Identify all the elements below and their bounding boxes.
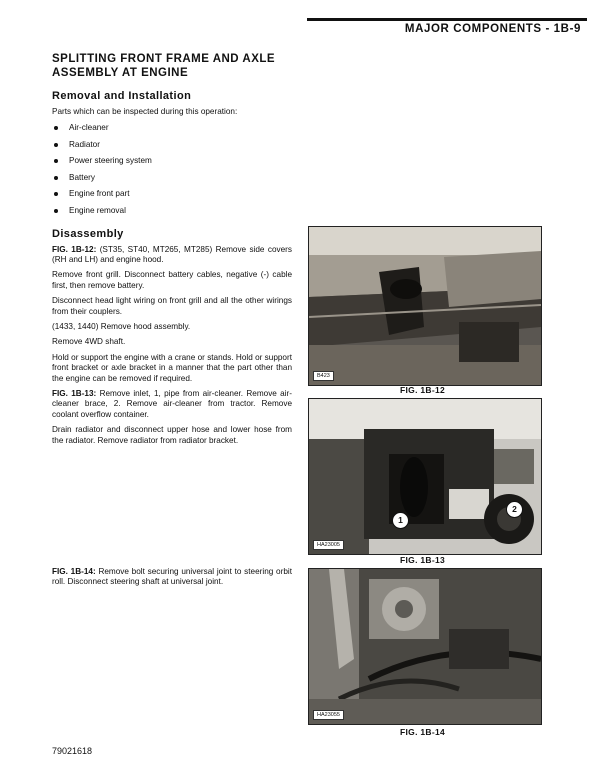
removal-intro: Parts which can be inspected during this operation: xyxy=(52,107,238,116)
left-column xyxy=(52,52,292,451)
list-item: Power steering system xyxy=(52,156,292,173)
fig14-text-block xyxy=(52,567,292,593)
fig12-photo-graphic xyxy=(309,227,541,385)
list-item: Engine removal xyxy=(52,206,292,223)
fig12-caption: FIG. 1B-12 xyxy=(400,385,446,395)
list-item: Engine front part xyxy=(52,189,292,206)
fig13-image-id: HA23005 xyxy=(313,540,344,550)
fig13-caption: FIG. 1B-13 xyxy=(400,555,446,565)
section-title xyxy=(52,52,292,80)
list-item: Radiator xyxy=(52,140,292,157)
paragraph: Remove front grill. Disconnect battery cables, negative (-) cable first, then remove battery. xyxy=(52,270,292,290)
fig12-paragraph xyxy=(52,245,292,266)
page-header-title: MAJOR COMPONENTS - 1B-9 xyxy=(404,23,581,35)
header-rule xyxy=(307,18,587,21)
fig14-paragraph xyxy=(52,567,292,588)
section-title-line1: SPLITTING FRONT FRAME AND AXLE xyxy=(52,53,276,65)
section-title-line2: ASSEMBLY AT ENGINE xyxy=(52,67,189,79)
disassembly-heading: Disassembly xyxy=(52,227,124,240)
paragraph: Remove 4WD shaft. xyxy=(52,337,126,347)
fig13-paragraph xyxy=(52,389,292,420)
list-item: Battery xyxy=(52,173,292,190)
inspection-list xyxy=(52,123,292,223)
paragraph: Hold or support the engine with a crane or stands. Hold or support front bracket or axle bracket in a manner that the part other than the engine can be removed if required. xyxy=(52,352,292,383)
figure-1b-13-photo xyxy=(308,398,542,555)
callout-2: 2 xyxy=(506,501,523,518)
fig12-paragraph-text: (ST35, ST40, MT265, MT285) Remove side covers (RH and LH) and engine hood. xyxy=(52,244,292,264)
fig13-ref-label: FIG. 1B-13: xyxy=(52,389,97,399)
fig14-image-id: HA23055 xyxy=(313,710,344,720)
fig14-caption: FIG. 1B-14 xyxy=(400,727,446,737)
figure-1b-12-photo xyxy=(308,226,542,386)
fig12-image-id: B423 xyxy=(313,371,334,381)
fig13-photo-graphic xyxy=(309,399,541,554)
list-item: Air-cleaner xyxy=(52,123,292,140)
paragraph: (1433, 1440) Remove hood assembly. xyxy=(52,322,191,331)
footer-doc-number: 79021618 xyxy=(52,746,93,756)
figure-1b-14-photo xyxy=(308,568,542,725)
paragraph: Disconnect head light wiring on front grill and all the other wirings from their couplers. xyxy=(52,296,292,316)
fig14-photo-graphic xyxy=(309,569,541,724)
callout-1: 1 xyxy=(392,512,409,529)
fig13-paragraph-text: Remove inlet, 1, pipe from air-cleaner. Remove air-cleaner brace, 2. Remove air-cleaner from tractor. Remove coolant overflow container. xyxy=(52,389,292,419)
fig12-ref-label: FIG. 1B-12: xyxy=(52,244,97,254)
fig14-ref-label: FIG. 1B-14: xyxy=(52,567,96,576)
removal-heading: Removal and Installation xyxy=(52,90,192,102)
paragraph: Drain radiator and disconnect upper hose and lower hose from the radiator. Remove radiator from radiator bracket. xyxy=(52,425,292,445)
fig14-paragraph-text: Remove bolt securing universal joint to steering orbit roll. Disconnect steering shaft at universal joint. xyxy=(52,567,292,587)
